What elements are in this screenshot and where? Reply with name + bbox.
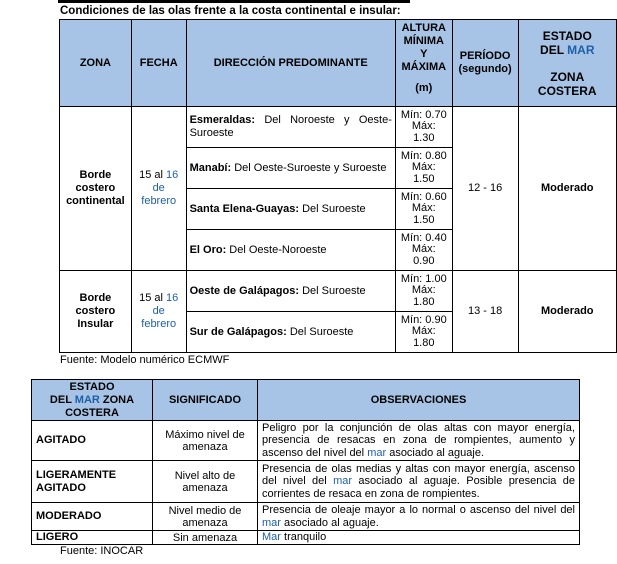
altura-cell: Mín: 0.70 Máx: 1.30: [395, 107, 452, 148]
table-row: [32, 503, 580, 531]
direccion-cell: Sur de Galápagos: Del Suroeste: [186, 312, 395, 353]
fecha-cell: 15 al 16 de febrero: [131, 271, 186, 353]
col-zona: ZONA: [60, 20, 132, 107]
observaciones-cell: Peligro por la conjunción de olas altas con mayor energía, presencia de resacas en zona de rompientes, aumento y ascenso del nivel del mar asociado al aguaje.: [258, 421, 580, 461]
table-row: [32, 421, 580, 461]
observaciones-cell: Mar tranquilo: [258, 531, 580, 545]
table-row: [32, 531, 580, 545]
estado-cell: MODERADO: [32, 503, 153, 531]
estado-cell: Moderado: [518, 271, 616, 353]
header-row: [32, 380, 580, 421]
wave-conditions-table: [59, 19, 617, 353]
col-altura: ALTURA MÍNIMA Y MÁXIMA (m): [395, 20, 452, 107]
col-observaciones: OBSERVACIONES: [258, 380, 580, 421]
observaciones-cell: Presencia de oleaje mayor a lo normal o ascenso del nivel del mar asociado al aguaje.: [258, 503, 580, 531]
altura-cell: Mín: 0.60 Máx: 1.50: [395, 189, 452, 230]
col-direccion: DIRECCIÓN PREDOMINANTE: [186, 20, 395, 107]
zona-cell: Borde costero continental: [60, 107, 132, 271]
altura-cell: Mín: 0.90 Máx: 1.80: [395, 312, 452, 353]
estado-cell: AGITADO: [32, 421, 153, 461]
table-row: [60, 271, 617, 312]
significado-cell: Nivel alto de amenaza: [153, 461, 258, 503]
significado-cell: Nivel medio de amenaza: [153, 503, 258, 531]
table-row: [32, 461, 580, 503]
altura-cell: Mín: 0.80 Máx: 1.50: [395, 148, 452, 189]
periodo-cell: 12 - 16: [452, 107, 518, 271]
estado-cell: Moderado: [518, 107, 616, 271]
col-fecha: FECHA: [131, 20, 186, 107]
direccion-cell: Oeste de Galápagos: Del Suroeste: [186, 271, 395, 312]
direccion-cell: Manabí: Del Oeste-Suroeste y Suroeste: [186, 148, 395, 189]
source-note: Fuente: Modelo numérico ECMWF: [60, 354, 230, 366]
significado-cell: Sin amenaza: [153, 531, 258, 545]
top-rule: [58, 0, 410, 3]
header-row: [60, 20, 617, 107]
periodo-cell: 13 - 18: [452, 271, 518, 353]
table-caption: Condiciones de las olas frente a la costa continental e insular:: [60, 5, 401, 17]
col-estado: ESTADO DEL MAR ZONA COSTERA: [518, 20, 616, 107]
fecha-cell: 15 al 16 de febrero: [131, 107, 186, 271]
col-significado: SIGNIFICADO: [153, 380, 258, 421]
source-note: Fuente: INOCAR: [60, 545, 144, 557]
col-periodo: PERÍODO (segundo): [452, 20, 518, 107]
estado-cell: LIGERAMENTE AGITADO: [32, 461, 153, 503]
direccion-cell: Esmeraldas: Del Noroeste y Oeste-Suroeste: [186, 107, 395, 148]
sea-state-legend-table: [31, 379, 580, 545]
altura-cell: Mín: 1.00 Máx: 1.80: [395, 271, 452, 312]
observaciones-cell: Presencia de olas medias y altas con mayor energía, ascenso del nivel del mar asociado al aguaje. Posible presencia de corrientes de resaca en zona de rompientes.: [258, 461, 580, 503]
table-row: [60, 107, 617, 148]
zona-cell: Borde costero Insular: [60, 271, 132, 353]
estado-cell: LIGERO: [32, 531, 153, 545]
altura-cell: Mín: 0.40 Máx: 0.90: [395, 230, 452, 271]
direccion-cell: Santa Elena-Guayas: Del Suroeste: [186, 189, 395, 230]
col-estado: ESTADO DEL MAR ZONA COSTERA: [32, 380, 153, 421]
significado-cell: Máximo nivel de amenaza: [153, 421, 258, 461]
direccion-cell: El Oro: Del Oeste-Noroeste: [186, 230, 395, 271]
